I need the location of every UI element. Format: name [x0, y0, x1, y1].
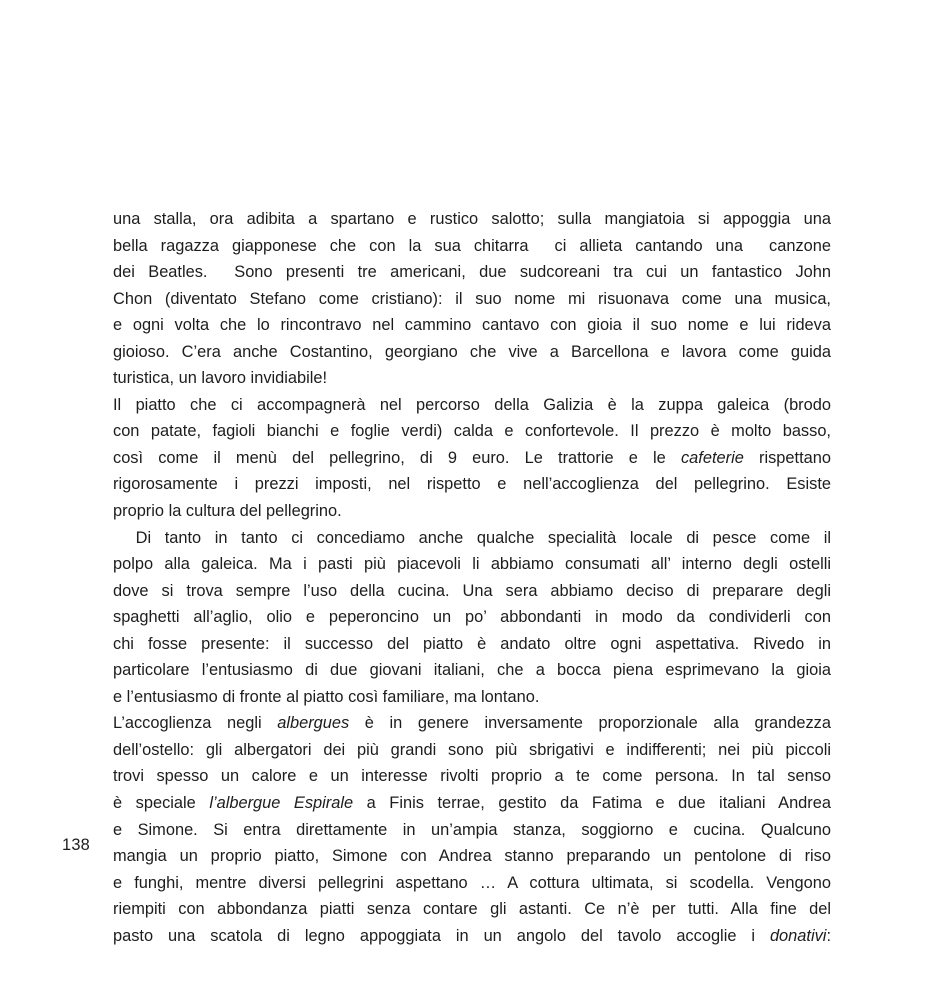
text-line: gioioso. C’era anche Costantino, georgiano che vive a Barcellona e lavora come guida	[113, 342, 831, 361]
text-line: e funghi, mentre diversi pellegrini aspettano … A cottura ultimata, si scodella. Vengono	[113, 873, 831, 892]
text-line: trovi spesso un calore e un interesse rivolti proprio a te come persona. In tal senso	[113, 767, 831, 786]
text-line: L’accoglienza negli albergues è in genere inversamente proporzionale alla grandezza	[113, 714, 831, 733]
text-line: e l’entusiasmo di fronte al piatto così familiare, ma lontano.	[113, 687, 540, 706]
text-line: pasto una scatola di legno appoggiata in un angolo del tavolo accoglie i donativi:	[113, 926, 831, 945]
text-line: Chon (diventato Stefano come cristiano): il suo nome mi risuonava come una musica,	[113, 289, 831, 308]
text-line: e Simone. Si entra direttamente in un’ampia stanza, soggiorno e cucina. Qualcuno	[113, 820, 831, 839]
text-line: bella ragazza giapponese che con la sua chitarra ci allieta cantando una canzone	[113, 236, 831, 255]
text-line: mangia un proprio piatto, Simone con Andrea stanno preparando un pentolone di riso	[113, 847, 831, 866]
text-line: così come il menù del pellegrino, di 9 euro. Le trattorie e le cafeterie rispettano	[113, 448, 831, 467]
text-line: è speciale l’albergue Espirale a Finis terrae, gestito da Fatima e due italiani Andrea	[113, 794, 831, 813]
text-line: spaghetti all’aglio, olio e peperoncino un po’ abbondanti in modo da condividerli con	[113, 608, 831, 627]
text-line: polpo alla galeica. Ma i pasti più piacevoli li abbiamo consumati all’ interno degli ostelli	[113, 555, 831, 574]
italic-term: donativi	[769, 926, 827, 945]
text-line: dove si trova sempre l’uso della cucina. Una sera abbiamo deciso di preparare degli	[113, 581, 831, 600]
text-line: e ogni volta che lo rincontravo nel cammino cantavo con gioia il suo nome e lui rideva	[113, 316, 831, 335]
italic-term: albergues	[277, 714, 350, 733]
text-line: turistica, un lavoro invidiabile!	[113, 369, 328, 388]
text-line: proprio la cultura del pellegrino.	[113, 502, 342, 521]
italic-term: cafeterie	[680, 448, 744, 467]
page-number: 138	[62, 836, 90, 854]
text-line: dell’ostello: gli albergatori dei più grandi sono più sbrigativi e indifferenti; nei più piccoli	[113, 740, 831, 759]
text-line: una stalla, ora adibita a spartano e rustico salotto; sulla mangiatoia si appoggia una	[113, 210, 831, 228]
text-line: riempiti con abbondanza piatti senza contare gli astanti. Ce n’è per tutti. Alla fine del	[113, 900, 831, 919]
text-line: chi fosse presente: il successo del piatto è andato oltre ogni aspettativa. Rivedo in	[113, 634, 831, 653]
text-line: Di tanto in tanto ci concediamo anche qualche specialità locale di pesce come il	[122, 528, 832, 547]
text-line: particolare l’entusiasmo di due giovani italiani, che a bocca piena esprimevano la gioia	[113, 661, 831, 680]
text-line: dei Beatles. Sono presenti tre americani, due sudcoreani tra cui un fantastico John	[113, 263, 831, 282]
italic-term: l’albergue Espirale	[209, 794, 354, 813]
text-line: Il piatto che ci accompagnerà nel percorso della Galizia è la zuppa galeica (brodo	[113, 395, 831, 414]
text-line: rigorosamente i prezzi imposti, nel rispetto e nell’accoglienza del pellegrino. Esiste	[113, 475, 831, 494]
text-line: con patate, fagioli bianchi e foglie verdi) calda e confortevole. Il prezzo è molto basso,	[113, 422, 831, 441]
page-body-text	[113, 206, 831, 949]
